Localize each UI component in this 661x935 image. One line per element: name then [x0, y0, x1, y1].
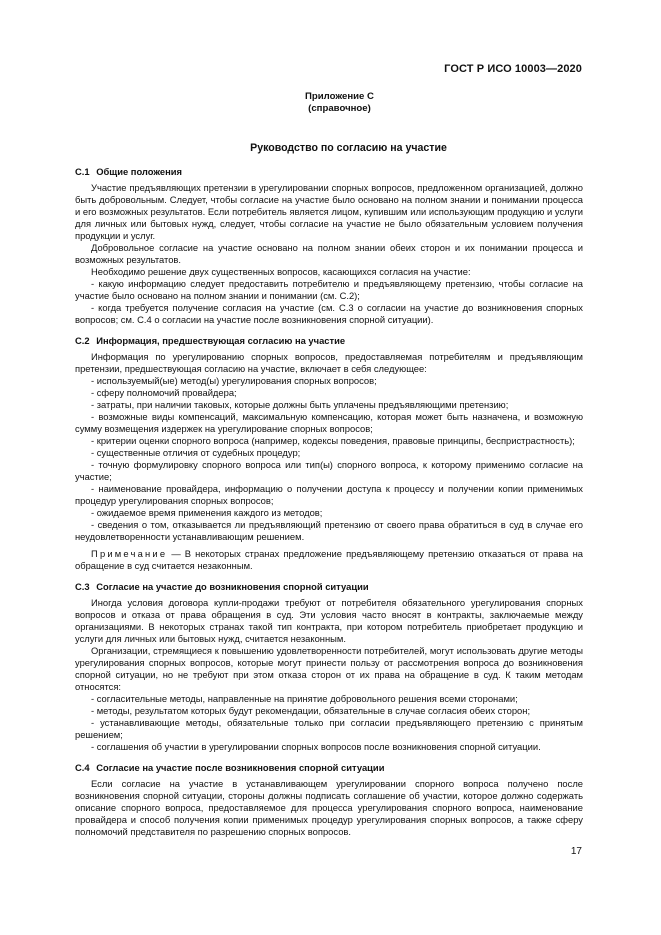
- list-item: - точную формулировку спорного вопроса или тип(ы) спорного вопроса, к которому применимо согласие на участие;: [75, 459, 583, 482]
- section-heading: [75, 166, 583, 178]
- section-number: С.4: [75, 762, 90, 773]
- list-item: - ожидаемое время применения каждого из методов;: [91, 507, 323, 518]
- paragraph: Участие предъявляющих претензии в урегулировании спорных вопросов, предложенном организацией, должно быть добровольным. Следует, чтобы согласие на участие было основано на полном знании и понимании процесса и его возможных результатов. Если потребитель является лицом, купившим или использующим продукцию и услуги для личных или бытовых нужд, следует, чтобы согласие на участие не было обязательным условием получения продукции и услуг.: [75, 182, 583, 241]
- section-title: Согласие на участие до возникновения спорной ситуации: [96, 581, 369, 592]
- section-heading: [75, 762, 583, 774]
- list-item: - сферу полномочий провайдера;: [91, 387, 237, 398]
- list-item: - какую информацию следует предоставить потребителю и предъявляющему претензию, чтобы согласие на участие было основано на полном знании и понимании (см. С.2);: [75, 278, 583, 301]
- paragraph: Иногда условия договора купли-продажи требуют от потребителя обязательного урегулирования спорных вопросов и отказа от права обращения в суд. Эти условия часто вносят в контракты, заключаемые между организациями. В некоторых странах такой тип контракта, при котором потребитель приобретает продукцию и услуги для личных или бытовых нужд, считается незаконным.: [75, 597, 583, 644]
- section-number: С.1: [75, 166, 90, 177]
- page-number: 17: [570, 846, 582, 857]
- document-body: [75, 163, 583, 838]
- list-item: - наименование провайдера, информацию о получении доступа к процессу и получении копии применимых процедур урегулирования спорных вопросов;: [75, 483, 583, 506]
- list-item: - затраты, при наличии таковых, которые должны быть уплачены предъявляющими претензию;: [91, 399, 509, 410]
- section-heading: [75, 335, 583, 347]
- note-label: Примечание: [91, 548, 168, 559]
- list-item: - когда требуется получение согласия на участие (см. С.3 о согласии на участие до возникновения спорных вопросов; см. С.4 о согласии на участие после возникновения спорной ситуации).: [75, 302, 583, 325]
- list-item: - согласительные методы, направленные на принятие добровольного решения всеми сторонами;: [91, 693, 518, 704]
- section-title: Согласие на участие после возникновения спорной ситуации: [96, 762, 385, 773]
- note-text: — В некоторых странах предложение предъявляющему претензию отказаться от права на обращение в суд считается незаконным.: [75, 548, 583, 571]
- list-item: - существенные отличия от судебных процедур;: [91, 447, 301, 458]
- list-item: - возможные виды компенсаций, максимальную компенсацию, которая может быть назначена, и возможную сумму возмещения издержек на урегулирование спорных вопросов;: [75, 411, 583, 434]
- annex-title: Приложение С: [305, 91, 374, 102]
- list-item: - используемый(ые) метод(ы) урегулирования спорных вопросов;: [91, 375, 377, 386]
- list-item: - сведения о том, отказывается ли предъявляющий претензию от своего права обратиться в суд в случае его неудовлетворенности устанавливающим решением.: [75, 519, 583, 542]
- list-item: - методы, результатом которых будут рекомендации, обязательные в случае согласия обеих сторон;: [91, 705, 531, 716]
- section-c4: [75, 762, 583, 838]
- paragraph: Добровольное согласие на участие основано на полном знании обеих сторон и их понимании процесса и возможных результатов.: [75, 242, 583, 265]
- section-title: Общие положения: [96, 166, 183, 177]
- paragraph: Если согласие на участие в устанавливающем урегулировании спорного вопроса получено после возникновения спорной ситуации, стороны должны подписать соглашение об участии, которое должно содержать описание спорного вопроса, предоставляемое для процесса урегулирования спорного вопроса, наименование провайдера и способ получения копии применимых процедур урегулирования спорных вопросов, а также сферу полномочий представителя по разрешению спорных вопросов.: [75, 778, 583, 837]
- list-item: - критерии оценки спорного вопроса (например, кодексы поведения, правовые принципы, беспристрастность);: [91, 435, 575, 446]
- paragraph: Необходимо решение двух существенных вопросов, касающихся согласия на участие:: [91, 266, 471, 277]
- list-item: - устанавливающие методы, обязательные только при согласии предъявляющего претензию с принятым решением;: [75, 717, 583, 740]
- paragraph: Информация по урегулированию спорных вопросов, предоставляемая потребителям и предъявляющим претензии, предшествующая согласию на участие, включает в себя следующее:: [75, 351, 583, 374]
- document-title: Руководство по согласию на участие: [250, 142, 447, 154]
- paragraph: Организации, стремящиеся к повышению удовлетворенности потребителей, могут использовать другие методы урегулирования спорных вопросов, которые могут принести пользу от рассмотрения вопроса до возникновения спорной ситуации, но не требуют при этом отказа сторон от их права на обращение в суд. К таким методам относятся:: [75, 645, 583, 692]
- section-c3: [75, 581, 583, 753]
- section-title: Информация, предшествующая согласию на участие: [96, 335, 346, 346]
- list-item: - соглашения об участии в урегулировании спорных вопросов после возникновения спорной ситуации.: [91, 741, 541, 752]
- section-number: С.3: [75, 581, 90, 592]
- standard-number: ГОСТ Р ИСО 10003—2020: [444, 63, 582, 75]
- section-heading: [75, 581, 583, 593]
- section-number: С.2: [75, 335, 90, 346]
- section-c2: [75, 335, 583, 572]
- section-c1: [75, 166, 583, 326]
- annex-heading: [0, 91, 661, 115]
- annex-subtitle: (справочное): [308, 103, 371, 114]
- note: [75, 548, 583, 572]
